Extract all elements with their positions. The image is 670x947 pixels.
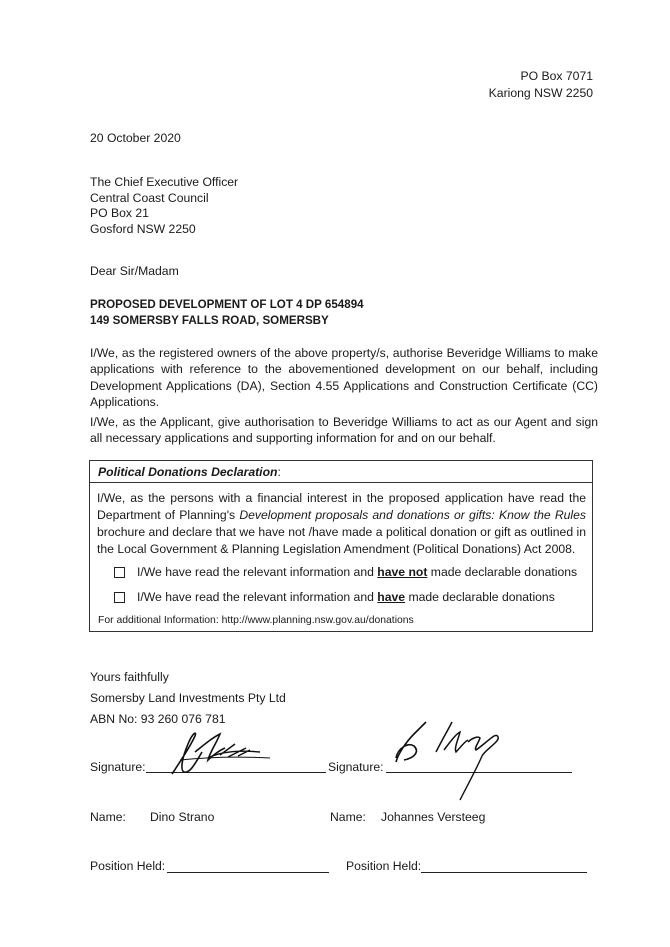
subject-heading <box>90 297 364 328</box>
body-paragraph-applicant: I/We, as the Applicant, give authorisation to Beveridge Williams to act as our Agent and sign all necessary applications and supporting information for and on our behalf. <box>90 415 598 446</box>
option2-pre: I/We have read the relevant information and <box>137 590 378 604</box>
position-label-left: Position Held: <box>90 859 166 873</box>
sender-address <box>489 68 593 102</box>
subject-line2: 149 SOMERSBY FALLS ROAD, SOMERSBY <box>90 313 329 327</box>
declaration-text <box>97 490 586 558</box>
closing-line1: Yours faithfully <box>90 670 169 684</box>
recipient-line1: The Chief Executive Officer <box>90 175 239 189</box>
checkbox-have-not[interactable] <box>114 567 125 578</box>
declaration-text-a: I/We, as the persons with a financial interest in the proposed application have read the Department of Planning's <box>97 491 586 522</box>
declaration-title <box>98 465 281 479</box>
checkbox-have[interactable] <box>114 592 125 603</box>
recipient-line3: PO Box 21 <box>90 206 149 220</box>
letter-date: 20 October 2020 <box>90 131 181 145</box>
position-line-left[interactable] <box>167 859 329 873</box>
declaration-title-colon: : <box>277 465 281 479</box>
position-label-right: Position Held: <box>346 859 422 873</box>
subject-line1: PROPOSED DEVELOPMENT OF LOT 4 DP 654894 <box>90 298 364 311</box>
signature-image-right <box>384 712 524 804</box>
option-have-not-donated[interactable] <box>114 565 577 579</box>
recipient-line2: Central Coast Council <box>90 190 209 205</box>
closing-abn: ABN No: 93 260 076 781 <box>90 712 226 726</box>
position-line-right[interactable] <box>421 859 587 873</box>
option1-text <box>137 565 577 579</box>
recipient-line4: Gosford NSW 2250 <box>90 221 196 236</box>
signatory-name-right: Johannes Versteeg <box>381 810 486 824</box>
sender-address-line1: PO Box 7071 <box>520 69 593 83</box>
option1-post: made declarable donations <box>427 565 578 579</box>
name-label-right: Name: <box>330 810 366 824</box>
signature-image-left <box>150 722 280 782</box>
option1-pre: I/We have read the relevant information and <box>137 565 378 579</box>
recipient-address <box>90 175 238 237</box>
option1-emphasis: have not <box>377 565 428 579</box>
declaration-divider <box>90 482 592 483</box>
closing-block <box>90 667 286 730</box>
declaration-footer: For additional Information: http://www.planning.nsw.gov.au/donations <box>98 615 414 626</box>
option-have-donated[interactable] <box>114 590 555 604</box>
name-label-left: Name: <box>90 810 126 824</box>
signature-label-right: Signature: <box>328 760 384 774</box>
declaration-text-b: brochure and declare that we have not /have made a political donation or gift as outlined in the Local Government & Planning Legislation Amendment (Political Donations) Act 2008. <box>97 525 586 556</box>
closing-line2: Somersby Land Investments Pty Ltd <box>90 691 286 705</box>
option2-emphasis: have <box>377 590 406 604</box>
declaration-box <box>89 460 593 632</box>
option2-post: made declarable donations <box>405 590 555 604</box>
salutation: Dear Sir/Madam <box>90 264 179 278</box>
option2-text <box>137 590 555 604</box>
body-paragraph-authorisation: I/We, as the registered owners of the above property/s, authorise Beveridge Williams to make applications with reference to the abovementioned development on our behalf, including Development Applications (DA), Section 4.55 Applications and Construction Certificate (CC) Applications. <box>90 346 598 410</box>
sender-address-line2: Kariong NSW 2250 <box>488 86 593 100</box>
signature-label-left: Signature: <box>90 760 146 774</box>
signatory-name-left: Dino Strano <box>150 810 215 824</box>
declaration-title-text: Political Donations Declaration <box>98 465 278 479</box>
declaration-brochure-title: Development proposals and donations or gifts: Know the Rules <box>239 508 586 522</box>
